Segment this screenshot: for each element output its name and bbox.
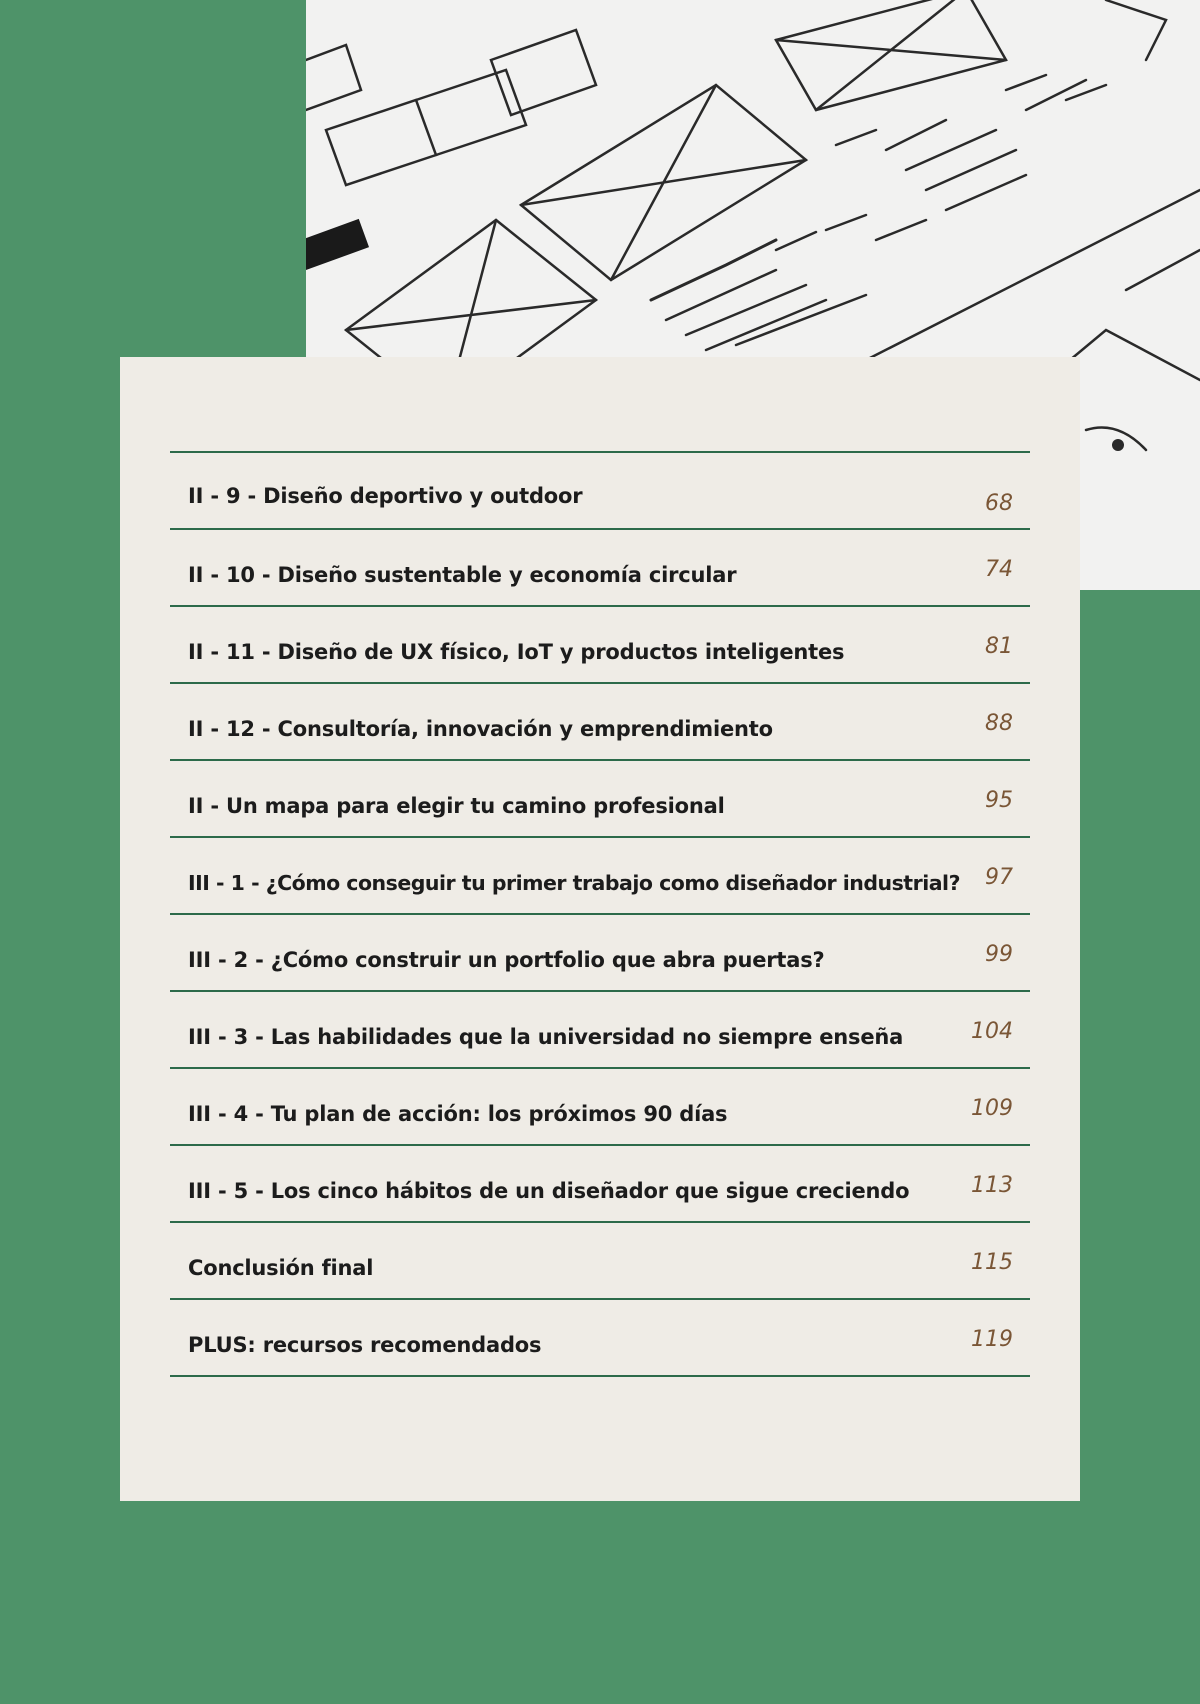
table-of-contents bbox=[170, 451, 1030, 1377]
toc-entry[interactable] bbox=[170, 915, 1030, 992]
toc-entry-page: 95 bbox=[985, 788, 1013, 813]
toc-entry-title: III - 4 - Tu plan de acción: los próximos 90 días bbox=[188, 1102, 728, 1126]
toc-entry-page: 74 bbox=[985, 557, 1013, 582]
toc-entry-title: Conclusión final bbox=[188, 1256, 374, 1280]
toc-entry[interactable] bbox=[170, 1300, 1030, 1377]
table-of-contents-card bbox=[120, 357, 1080, 1501]
toc-entry[interactable] bbox=[170, 453, 1030, 530]
toc-entry-page: 99 bbox=[985, 942, 1013, 967]
toc-entry-title: II - 9 - Diseño deportivo y outdoor bbox=[188, 484, 583, 508]
toc-entry-page: 88 bbox=[985, 711, 1013, 736]
toc-entry-title: PLUS: recursos recomendados bbox=[188, 1333, 542, 1357]
toc-entry[interactable] bbox=[170, 1223, 1030, 1300]
toc-entry-title: II - Un mapa para elegir tu camino profesional bbox=[188, 794, 725, 818]
toc-entry[interactable] bbox=[170, 838, 1030, 915]
toc-entry-page: 81 bbox=[985, 634, 1013, 659]
toc-entry-title: III - 1 - ¿Cómo conseguir tu primer trabajo como diseñador industrial? bbox=[188, 871, 960, 895]
toc-entry-page: 119 bbox=[971, 1327, 1013, 1352]
toc-entry[interactable] bbox=[170, 1146, 1030, 1223]
toc-entry-title: III - 3 - Las habilidades que la universidad no siempre enseña bbox=[188, 1025, 904, 1049]
toc-entry[interactable] bbox=[170, 992, 1030, 1069]
toc-entry-page: 68 bbox=[985, 491, 1013, 516]
toc-entry-page: 113 bbox=[971, 1173, 1013, 1198]
toc-entry[interactable] bbox=[170, 1069, 1030, 1146]
toc-entry-title: II - 10 - Diseño sustentable y economía circular bbox=[188, 563, 737, 587]
toc-entry-title: II - 12 - Consultoría, innovación y emprendimiento bbox=[188, 717, 773, 741]
toc-entry-page: 109 bbox=[971, 1096, 1013, 1121]
toc-entry-title: II - 11 - Diseño de UX físico, IoT y productos inteligentes bbox=[188, 640, 845, 664]
toc-entry[interactable] bbox=[170, 761, 1030, 838]
toc-entry-page: 115 bbox=[971, 1250, 1013, 1275]
toc-entry[interactable] bbox=[170, 607, 1030, 684]
toc-entry[interactable] bbox=[170, 530, 1030, 607]
divider bbox=[170, 1375, 1030, 1377]
toc-entry-title: III - 5 - Los cinco hábitos de un diseñador que sigue creciendo bbox=[188, 1179, 910, 1203]
toc-entry-page: 104 bbox=[971, 1019, 1013, 1044]
toc-entry-page: 97 bbox=[985, 865, 1013, 890]
toc-entry[interactable] bbox=[170, 684, 1030, 761]
toc-entry-title: III - 2 - ¿Cómo construir un portfolio que abra puertas? bbox=[188, 948, 825, 972]
